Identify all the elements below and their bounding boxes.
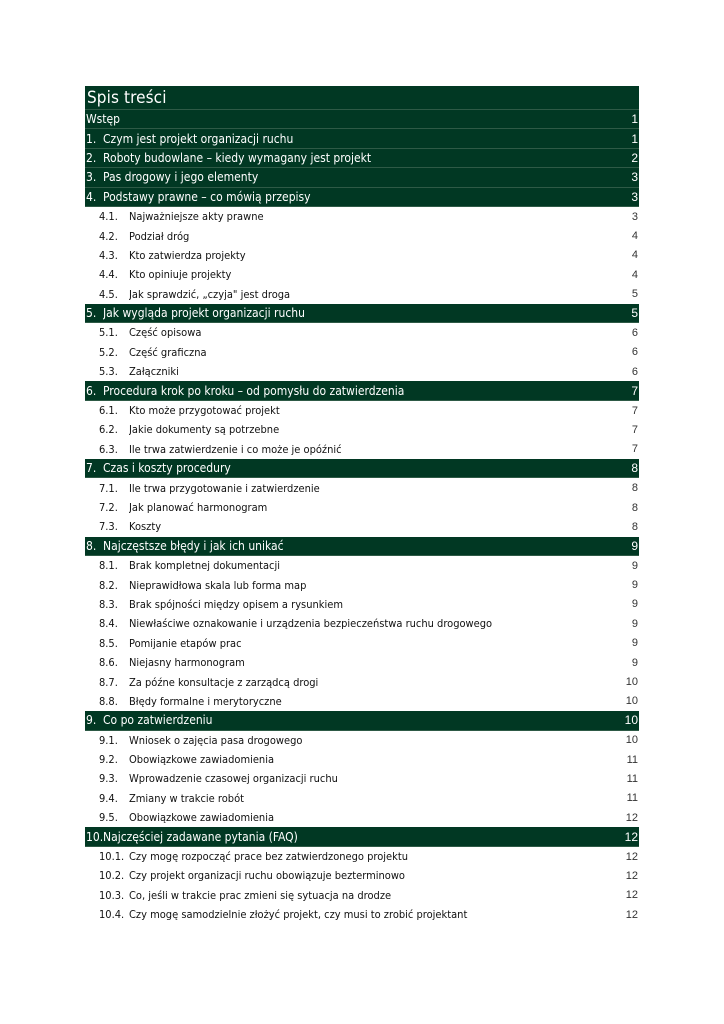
entry-label: Co po zatwierdzeniu: [103, 713, 213, 728]
entry-page-number: 2: [631, 150, 638, 165]
entry-page-number: 9: [631, 538, 638, 553]
entry-number: 9.1.: [99, 733, 118, 747]
entry-page-number: 10: [625, 734, 638, 747]
toc-section-entry[interactable]: [85, 168, 639, 187]
entry-number: 7.3.: [99, 520, 118, 534]
toc-subsection-entry[interactable]: [85, 401, 639, 420]
toc-subsection-entry[interactable]: [85, 343, 639, 362]
toc-subsection-entry[interactable]: [85, 789, 639, 808]
entry-page-number: 10: [625, 695, 638, 708]
entry-page-number: 9: [631, 637, 638, 650]
entry-number: 6.1.: [99, 404, 118, 418]
entry-page-number: 12: [625, 869, 638, 882]
entry-number: 5.: [86, 306, 97, 321]
entry-number: 4.3.: [99, 248, 118, 262]
entry-page-number: 6: [631, 326, 638, 339]
entry-page-number: 4: [631, 268, 638, 281]
toc-subsection-entry[interactable]: [85, 207, 639, 226]
entry-number: 5.2.: [99, 345, 118, 359]
entry-number: 9.2.: [99, 753, 118, 767]
toc-subsection-entry[interactable]: [85, 634, 639, 653]
entry-number: 6.3.: [99, 442, 118, 456]
entry-number: 8.6.: [99, 656, 118, 670]
toc-section-entry[interactable]: [85, 110, 639, 129]
toc-subsection-entry[interactable]: [85, 575, 639, 594]
entry-label: Nieprawidłowa skala lub forma map: [129, 578, 307, 592]
entry-label: Kto opiniuje projekty: [129, 268, 232, 282]
entry-label: Pomijanie etapów prac: [129, 636, 242, 650]
toc-subsection-entry[interactable]: [85, 750, 639, 769]
entry-page-number: 8: [631, 520, 638, 533]
entry-label: Czy projekt organizacji ruchu obowiązuje bezterminowo: [129, 869, 405, 883]
toc-subsection-entry[interactable]: [85, 905, 639, 924]
toc-subsection-entry[interactable]: [85, 672, 639, 691]
entry-number: 9.: [86, 713, 97, 728]
entry-page-number: 9: [631, 598, 638, 611]
entry-label: Koszty: [129, 520, 162, 534]
entry-page-number: 9: [631, 559, 638, 572]
entry-label: Podstawy prawne – co mówią przepisy: [103, 189, 311, 204]
entry-page-number: 7: [631, 404, 638, 417]
entry-page-number: 5: [631, 306, 638, 321]
entry-number: 8.4.: [99, 617, 118, 631]
entry-label: Ile trwa przygotowanie i zatwierdzenie: [129, 481, 320, 495]
entry-number: 4.5.: [99, 287, 118, 301]
entry-label: Załączniki: [129, 365, 179, 379]
entry-label: Roboty budowlane – kiedy wymagany jest projekt: [103, 150, 372, 165]
entry-page-number: 7: [631, 443, 638, 456]
entry-label: Ile trwa zatwierdzenie i co może je opóźnić: [129, 442, 342, 456]
entry-label: Jak planować harmonogram: [129, 501, 268, 514]
entry-label: Brak kompletnej dokumentacji: [129, 559, 280, 573]
toc-subsection-entry[interactable]: [85, 653, 639, 672]
entry-label: Jakie dokumenty są potrzebne: [129, 423, 280, 437]
entry-page-number: 11: [626, 792, 638, 805]
entry-label: Za późne konsultacje z zarządcą drogi: [129, 675, 319, 689]
entry-label: Czym jest projekt organizacji ruchu: [103, 131, 294, 146]
toc-subsection-entry[interactable]: [85, 498, 639, 517]
entry-label: Jak sprawdzić, „czyja" jest droga: [129, 287, 291, 301]
toc-section-entry[interactable]: [85, 827, 639, 846]
toc-subsection-entry[interactable]: [85, 556, 639, 575]
entry-number: 8.1.: [99, 559, 118, 573]
entry-label: Procedura krok po kroku – od pomysłu do zatwierdzenia: [103, 383, 405, 398]
entry-label: Jak wygląda projekt organizacji ruchu: [103, 306, 305, 321]
toc-subsection-entry[interactable]: [85, 769, 639, 788]
entry-number: 9.3.: [99, 772, 118, 786]
entry-number: 10.2.: [99, 869, 125, 883]
toc-subsection-entry[interactable]: [85, 731, 639, 750]
toc-subsection-entry[interactable]: [85, 886, 639, 905]
entry-label: Wprowadzenie czasowej organizacji ruchu: [129, 772, 338, 786]
toc-title: Spis treści: [85, 86, 639, 110]
entry-number: 8.8.: [99, 694, 118, 708]
entry-number: 10.3.: [99, 888, 125, 902]
entry-label: Część opisowa: [129, 326, 202, 340]
entry-number: 2.: [86, 150, 97, 165]
entry-label: Zmiany w trakcie robót: [129, 791, 244, 805]
entry-page-number: 8: [631, 482, 638, 495]
entry-number: 10.4.: [99, 908, 125, 922]
entry-label: Najważniejsze akty prawne: [129, 210, 264, 224]
entry-number: 8.7.: [99, 675, 118, 689]
toc-subsection-entry[interactable]: [85, 847, 639, 866]
toc-subsection-entry[interactable]: [85, 323, 639, 342]
table-of-contents: [85, 86, 639, 924]
entry-number: 7.1.: [99, 481, 118, 495]
entry-page-number: 4: [631, 230, 638, 243]
entry-label: Czy mogę rozpocząć prace bez zatwierdzonego projektu: [129, 850, 409, 864]
toc-subsection-entry[interactable]: [85, 420, 639, 439]
entry-number: 3.: [86, 170, 97, 185]
entry-number: 7.2.: [99, 501, 118, 514]
toc-subsection-entry[interactable]: [85, 226, 639, 245]
entry-page-number: 7: [631, 423, 638, 436]
toc-section-entry[interactable]: [85, 459, 639, 478]
entry-label: Obowiązkowe zawiadomienia: [129, 753, 275, 767]
entry-page-number: 9: [631, 579, 638, 592]
entry-label: Podział dróg: [129, 229, 190, 243]
entry-page-number: 9: [631, 617, 638, 630]
toc-section-entry[interactable]: [85, 304, 639, 323]
entry-number: 1.: [86, 131, 97, 146]
entry-label: Wstęp: [86, 112, 121, 127]
entry-page-number: 6: [631, 365, 638, 378]
entry-number: 9.4.: [99, 791, 118, 805]
entry-page-number: 8: [631, 501, 638, 514]
entry-page-number: 12: [624, 829, 638, 844]
toc-subsection-entry[interactable]: [85, 362, 639, 381]
entry-label: Najczęściej zadawane pytania (FAQ): [103, 829, 298, 844]
entry-number: 9.5.: [99, 811, 118, 825]
toc-section-entry[interactable]: [85, 129, 639, 148]
entry-number: 8.: [86, 538, 97, 553]
toc-subsection-entry[interactable]: [85, 517, 639, 536]
entry-page-number: 3: [631, 170, 638, 185]
entry-page-number: 3: [631, 189, 638, 204]
toc-subsection-entry[interactable]: [85, 265, 639, 284]
entry-label: Obowiązkowe zawiadomienia: [129, 811, 275, 825]
entry-number: 6.: [86, 383, 97, 398]
toc-section-entry[interactable]: [85, 149, 639, 168]
toc-section-entry[interactable]: [85, 188, 639, 207]
entry-page-number: 10: [624, 713, 638, 728]
entry-number: 4.1.: [99, 210, 118, 224]
toc-subsection-entry[interactable]: [85, 246, 639, 265]
entry-page-number: 3: [631, 210, 638, 223]
entry-label: Część graficzna: [129, 345, 207, 359]
entry-label: Czas i koszty procedury: [103, 461, 231, 476]
entry-number: 4.4.: [99, 268, 118, 282]
entry-page-number: 12: [625, 811, 638, 824]
entry-label: Co, jeśli w trakcie prac zmieni się sytuacja na drodze: [129, 888, 392, 902]
toc-subsection-entry[interactable]: [85, 614, 639, 633]
entry-number: 10.: [86, 829, 104, 844]
entry-page-number: 11: [626, 772, 638, 785]
entry-label: Czy mogę samodzielnie złożyć projekt, czy musi to zrobić projektant: [129, 908, 468, 922]
entry-number: 5.1.: [99, 326, 118, 340]
entry-page-number: 12: [625, 889, 638, 902]
entry-page-number: 4: [631, 249, 638, 262]
toc-section-entry[interactable]: [85, 537, 639, 556]
entry-label: Wniosek o zajęcia pasa drogowego: [129, 733, 303, 747]
toc-entries: [85, 110, 639, 924]
toc-subsection-entry[interactable]: [85, 478, 639, 497]
entry-number: 10.1.: [99, 850, 125, 864]
entry-label: Błędy formalne i merytoryczne: [129, 694, 282, 708]
entry-number: 4.: [86, 189, 97, 204]
entry-page-number: 1: [631, 131, 638, 146]
entry-page-number: 9: [631, 656, 638, 669]
entry-number: 6.2.: [99, 423, 118, 437]
entry-number: 7.: [86, 461, 97, 476]
entry-number: 5.3.: [99, 365, 118, 379]
toc-subsection-entry[interactable]: [85, 866, 639, 885]
entry-label: Brak spójności między opisem a rysunkiem: [129, 597, 343, 611]
toc-section-entry[interactable]: [85, 711, 639, 730]
entry-label: Niejasny harmonogram: [129, 656, 245, 670]
toc-subsection-entry[interactable]: [85, 285, 639, 304]
toc-section-entry[interactable]: [85, 381, 639, 400]
entry-label: Niewłaściwe oznakowanie i urządzenia bezpieczeństwa ruchu drogowego: [129, 617, 493, 631]
entry-number: 8.2.: [99, 578, 118, 592]
entry-number: 8.3.: [99, 597, 118, 611]
toc-subsection-entry[interactable]: [85, 692, 639, 711]
entry-page-number: 10: [625, 676, 638, 689]
entry-number: 8.5.: [99, 636, 118, 650]
entry-page-number: 12: [625, 850, 638, 863]
entry-label: Kto może przygotować projekt: [129, 404, 280, 418]
entry-label: Kto zatwierdza projekty: [129, 248, 246, 262]
entry-page-number: 7: [631, 383, 638, 398]
entry-page-number: 1: [631, 112, 638, 127]
entry-label: Pas drogowy i jego elementy: [103, 170, 259, 185]
toc-subsection-entry[interactable]: [85, 440, 639, 459]
toc-subsection-entry[interactable]: [85, 595, 639, 614]
entry-page-number: 8: [631, 461, 638, 476]
toc-subsection-entry[interactable]: [85, 808, 639, 827]
entry-page-number: 11: [626, 753, 638, 766]
entry-page-number: 6: [631, 346, 638, 359]
entry-number: 4.2.: [99, 229, 118, 243]
entry-page-number: 5: [631, 288, 638, 301]
entry-label: Najczęstsze błędy i jak ich unikać: [103, 538, 284, 553]
entry-page-number: 12: [625, 908, 638, 921]
